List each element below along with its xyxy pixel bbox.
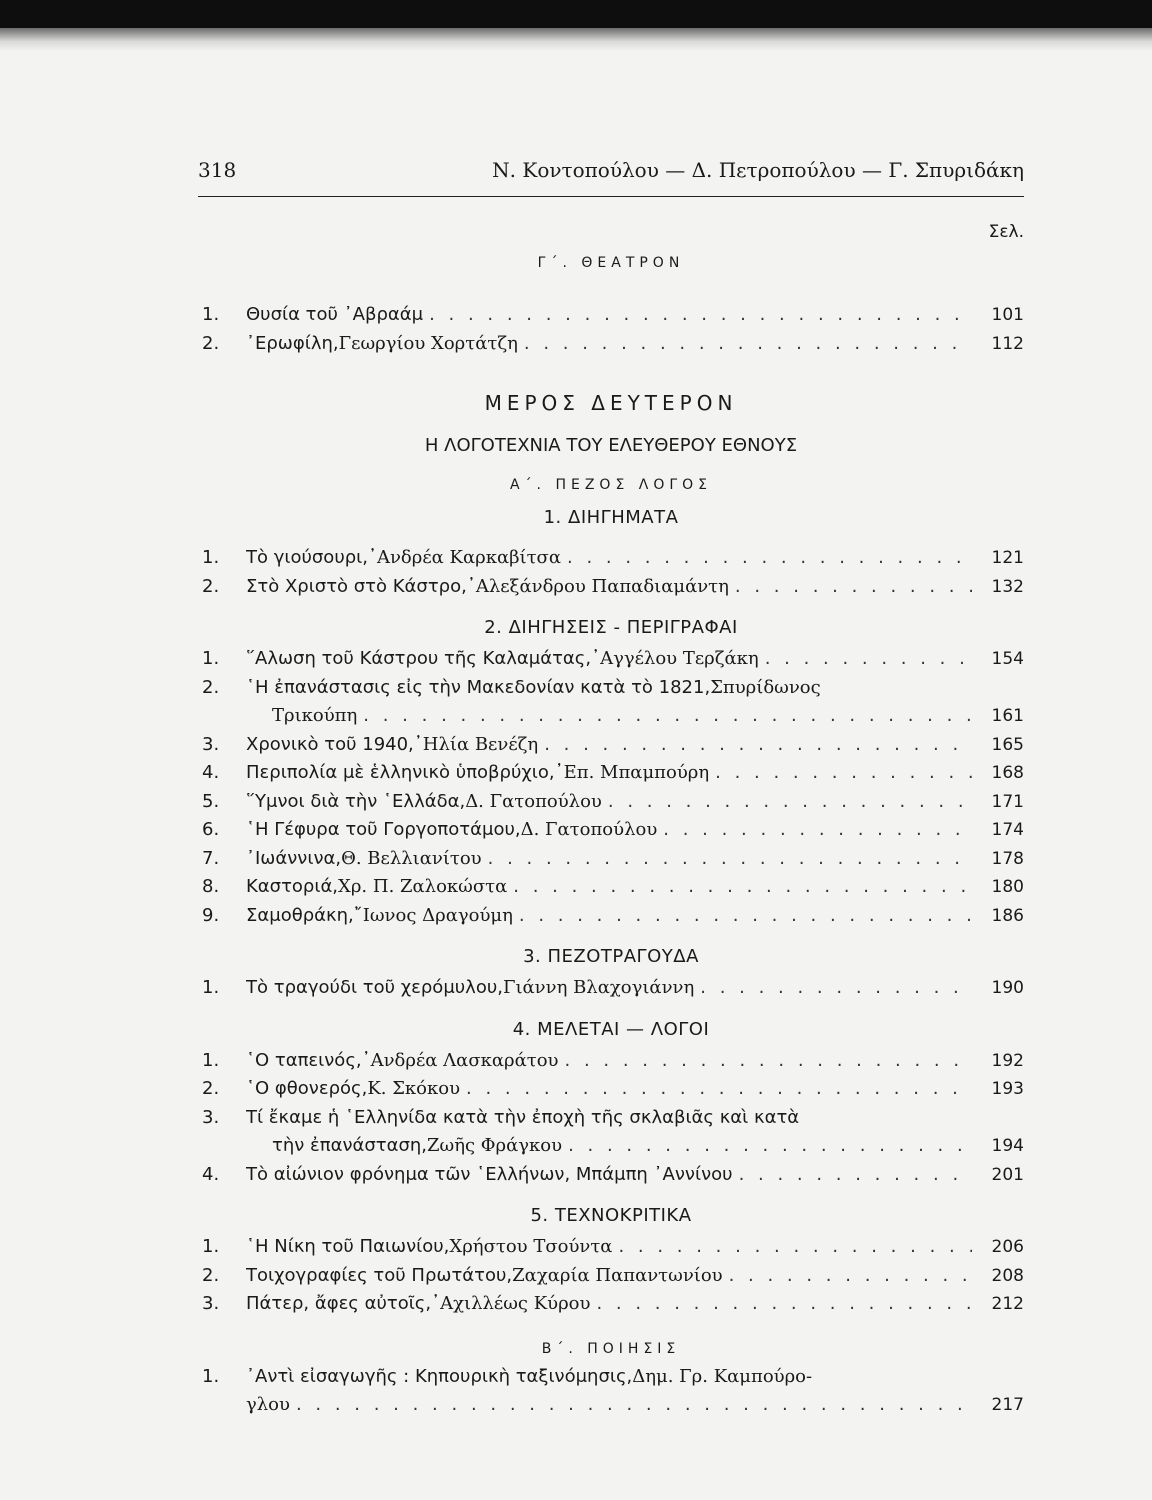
entry-page: 180 xyxy=(991,877,1024,897)
toc-entry xyxy=(198,576,1024,605)
toc-entry-continuation xyxy=(198,1135,1024,1164)
leader-dots xyxy=(663,819,972,840)
entry-author: Τρικούπη xyxy=(272,705,358,726)
toc-entry xyxy=(198,762,1024,791)
entry-number: 7. xyxy=(202,847,220,869)
toc-entry-continuation xyxy=(198,1394,1024,1423)
entry-page: 161 xyxy=(991,706,1024,726)
entry-title: Τί ἔκαμε ἡ ῾Ελληνίδα κατὰ τὴν ἐποχὴ τῆς σκλαβιᾶς καὶ κατὰ xyxy=(246,1106,800,1128)
toc-entry xyxy=(198,905,1024,934)
toc-entry xyxy=(198,1236,1024,1265)
toc-entry xyxy=(198,333,1024,362)
leader-dots xyxy=(488,848,972,869)
entry-title: ᾿Ιωάννινα, xyxy=(246,847,342,869)
entry-author: ᾿Ανδρέα Λασκαράτου xyxy=(361,1049,559,1071)
entry-page: 208 xyxy=(991,1265,1024,1286)
entry-page: 194 xyxy=(991,1136,1024,1156)
toc-entry xyxy=(198,734,1024,763)
entry-author: Δημ. Γρ. Καμπούρο- xyxy=(632,1365,813,1387)
entry-title: Στὸ Χριστὸ στὸ Κάστρο, xyxy=(246,575,467,597)
entry-title: Τὸ τραγούδι τοῦ χερόμυλου, xyxy=(246,977,503,998)
entry-author: ᾿Αλεξάνδρου Παπαδιαμάντη xyxy=(466,575,729,597)
entry-author: ᾿Αγγέλου Τερζάκη xyxy=(591,648,759,669)
entry-number: 4. xyxy=(202,1163,220,1185)
entry-page: 186 xyxy=(991,905,1024,926)
category-heading: 4. ΜΕΛΕΤΑΙ — ΛΟΓΟΙ xyxy=(512,1018,710,1040)
category-heading: 3. ΠΕΖΟΤΡΑΓΟΥΔΑ xyxy=(523,946,699,967)
toc-entry xyxy=(198,1050,1024,1079)
leader-dots xyxy=(700,977,972,998)
entry-title: Χρονικὸ τοῦ 1940, xyxy=(246,733,414,755)
entry-title: ᾿Αντὶ εἰσαγωγῆς : Κηπουρικὴ ταξινόμησις, xyxy=(246,1365,633,1387)
entry-author: ᾿Αχιλλέως Κύρου xyxy=(431,1293,591,1314)
leader-dots xyxy=(735,576,972,597)
toc-entry xyxy=(198,677,1024,706)
entry-number: 1. xyxy=(202,648,220,669)
leader-dots xyxy=(544,734,972,755)
toc-entry xyxy=(198,1164,1024,1193)
page-header xyxy=(198,158,1024,197)
toc-entry xyxy=(198,876,1024,905)
entry-number: 2. xyxy=(202,1264,220,1286)
entry-author: Κ. Σκόκου xyxy=(367,1078,461,1099)
entry-author: Δ. Γατοπούλου xyxy=(465,790,602,812)
entry-number: 4. xyxy=(202,762,220,783)
entry-page: 206 xyxy=(991,1237,1024,1257)
entry-page: 154 xyxy=(991,649,1024,669)
toc-entry xyxy=(198,1293,1024,1322)
leader-dots xyxy=(296,1394,972,1415)
leader-dots xyxy=(729,1265,972,1286)
entry-title: ῾Ο φθονερός, xyxy=(246,1078,368,1099)
toc-entry xyxy=(198,1366,1024,1395)
entry-page: 101 xyxy=(991,305,1024,325)
entry-number: 1. xyxy=(202,1365,220,1387)
toc-page xyxy=(198,222,1024,1423)
page-number: 318 xyxy=(198,158,237,182)
entry-title: Τὸ αἰώνιον φρόνημα τῶν ῾Ελλήνων, Μπάμπη ᾿Αννίνου xyxy=(246,1163,733,1185)
entry-page: 217 xyxy=(991,1395,1024,1415)
entry-page: 112 xyxy=(991,333,1024,354)
toc-entry xyxy=(198,791,1024,820)
section-heading-theatre: Γ΄. ΘΕΑΤΡΟΝ xyxy=(537,255,685,271)
leader-dots xyxy=(568,1135,972,1156)
entry-author: Ζωῆς Φράγκου xyxy=(427,1135,563,1156)
entry-number: 1. xyxy=(202,1236,220,1257)
entry-title: ῾Η ἐπανάστασις εἰς τὴν Μακεδονίαν κατὰ τὸ 1821, xyxy=(246,676,711,698)
entry-title: Σαμοθράκη, xyxy=(246,904,354,926)
entry-author: Χρήστου Τσούντα xyxy=(449,1236,613,1257)
category-heading: 1. ΔΙΗΓΗΜΑΤΑ xyxy=(543,507,679,528)
toc-entry xyxy=(198,1265,1024,1294)
scan-top-band xyxy=(0,0,1152,28)
toc-entry xyxy=(198,1078,1024,1107)
entry-title: Καστοριά, xyxy=(246,876,339,897)
leader-dots xyxy=(739,1164,972,1185)
leader-dots xyxy=(765,648,972,669)
entry-number: 3. xyxy=(202,1106,220,1128)
scan-top-edge xyxy=(0,28,1152,50)
toc-entry-continuation xyxy=(198,705,1024,734)
section-heading-prose: Α΄. ΠΕΖΟΣ ΛΟΓΟΣ xyxy=(509,477,713,493)
part-subtitle: Η ΛΟΓΟΤΕΧΝΙΑ ΤΟΥ ΕΛΕΥΘΕΡΟΥ ΕΘΝΟΥΣ xyxy=(424,435,798,456)
entry-number: 9. xyxy=(202,904,220,926)
entry-title: ῾Η Γέφυρα τοῦ Γοργοποτάμου, xyxy=(246,819,521,840)
entry-author: Γιάννη Βλαχογιάννη xyxy=(502,977,695,998)
entry-title: ᾿Ερωφίλη, xyxy=(246,332,339,354)
entry-page: 132 xyxy=(991,576,1024,597)
leader-dots xyxy=(565,1050,973,1071)
entry-author: Σπυρίδωνος xyxy=(710,676,821,698)
entry-title: Περιπολία μὲ ἑλληνικὸ ὑποβρύχιο, xyxy=(246,762,555,783)
toc-entry xyxy=(198,848,1024,877)
category-heading: 5. ΤΕΧΝΟΚΡΙΤΙΚΑ xyxy=(530,1205,692,1226)
toc-entry xyxy=(198,304,1024,333)
entry-number: 1. xyxy=(202,547,220,568)
leader-dots xyxy=(524,333,972,354)
entry-number: 1. xyxy=(202,1049,220,1071)
entry-author: γλου xyxy=(246,1394,290,1415)
part-title: ΜΕΡΟΣ ΔΕΥΤΕΡΟΝ xyxy=(484,391,738,415)
entry-number: 5. xyxy=(202,790,220,812)
section-heading-poetry: Β΄. ΠΟΙΗΣΙΣ xyxy=(541,1340,681,1357)
entry-author: ᾿Ηλία Βενέζη xyxy=(413,733,539,755)
toc-entry xyxy=(198,547,1024,576)
leader-dots xyxy=(466,1078,972,1099)
entry-number: 1. xyxy=(202,304,220,325)
category-heading: 2. ΔΙΗΓΗΣΕΙΣ - ΠΕΡΙΓΡΑΦΑΙ xyxy=(484,617,738,638)
leader-dots xyxy=(715,762,972,783)
entry-page: 201 xyxy=(991,1164,1024,1185)
entry-author: Γεωργίου Χορτάτζη xyxy=(338,332,518,354)
toc-entry xyxy=(198,648,1024,677)
leader-dots xyxy=(519,905,972,926)
entry-author: Χρ. Π. Ζαλοκώστα xyxy=(338,876,508,897)
page-column-label: Σελ. xyxy=(988,222,1024,242)
entry-page: 178 xyxy=(991,848,1024,869)
entry-author: Δ. Γατοπούλου xyxy=(520,819,658,840)
entry-page: 192 xyxy=(991,1050,1024,1071)
entry-author: Θ. Βελλιανίτου xyxy=(341,847,482,869)
entry-author: ῎Ιωνος Δραγούμη xyxy=(353,904,513,926)
entry-title: Θυσία τοῦ ᾿Αβραάμ xyxy=(246,304,424,325)
entry-number: 3. xyxy=(202,733,220,755)
entry-number: 2. xyxy=(202,1078,220,1099)
entry-author: Ζαχαρία Παπαντωνίου xyxy=(512,1264,723,1286)
entry-title: Τὸ γιούσουρι, xyxy=(246,547,368,568)
leader-dots xyxy=(608,791,972,812)
entry-number: 1. xyxy=(202,977,220,998)
entry-number: 2. xyxy=(202,676,220,698)
leader-dots xyxy=(567,547,972,568)
entry-author: ᾿Επ. Μπαμπούρη xyxy=(554,762,710,783)
entry-page: 121 xyxy=(991,548,1024,568)
entry-page: 212 xyxy=(991,1294,1024,1314)
entry-author: ᾿Ανδρέα Καρκαβίτσα xyxy=(367,547,562,568)
leader-dots xyxy=(363,705,972,726)
entry-page: 165 xyxy=(991,734,1024,755)
leader-dots xyxy=(429,304,972,325)
entry-page: 168 xyxy=(991,763,1024,783)
entry-number: 2. xyxy=(202,332,220,354)
toc-entry xyxy=(198,1107,1024,1136)
toc-entry xyxy=(198,977,1024,1006)
entry-title: ῞Αλωση τοῦ Κάστρου τῆς Καλαμάτας, xyxy=(246,648,592,669)
toc-entry xyxy=(198,819,1024,848)
entry-page: 190 xyxy=(991,978,1024,998)
leader-dots xyxy=(618,1236,972,1257)
entry-number: 6. xyxy=(202,819,220,840)
entry-page: 174 xyxy=(991,820,1024,840)
entry-title: Πάτερ, ἄφες αὐτοῖς, xyxy=(246,1293,432,1314)
entry-number: 8. xyxy=(202,876,220,897)
entry-page: 193 xyxy=(991,1079,1024,1099)
leader-dots xyxy=(513,876,972,897)
entry-number: 2. xyxy=(202,575,220,597)
entry-title: ῾Η Νίκη τοῦ Παιωνίου, xyxy=(246,1236,450,1257)
entry-title: τὴν ἐπανάσταση, xyxy=(272,1135,428,1156)
entry-number: 3. xyxy=(202,1293,220,1314)
entry-title: ῾Ο ταπεινός, xyxy=(246,1049,362,1071)
entry-page: 171 xyxy=(991,791,1024,812)
entry-title: Τοιχογραφίες τοῦ Πρωτάτου, xyxy=(246,1264,513,1286)
running-title: Ν. Κοντοπούλου — Δ. Πετροπούλου — Γ. Σπυριδάκη xyxy=(492,158,1024,182)
entry-title: ῞Υμνοι διὰ τὴν ῾Ελλάδα, xyxy=(246,790,466,812)
leader-dots xyxy=(596,1293,972,1314)
